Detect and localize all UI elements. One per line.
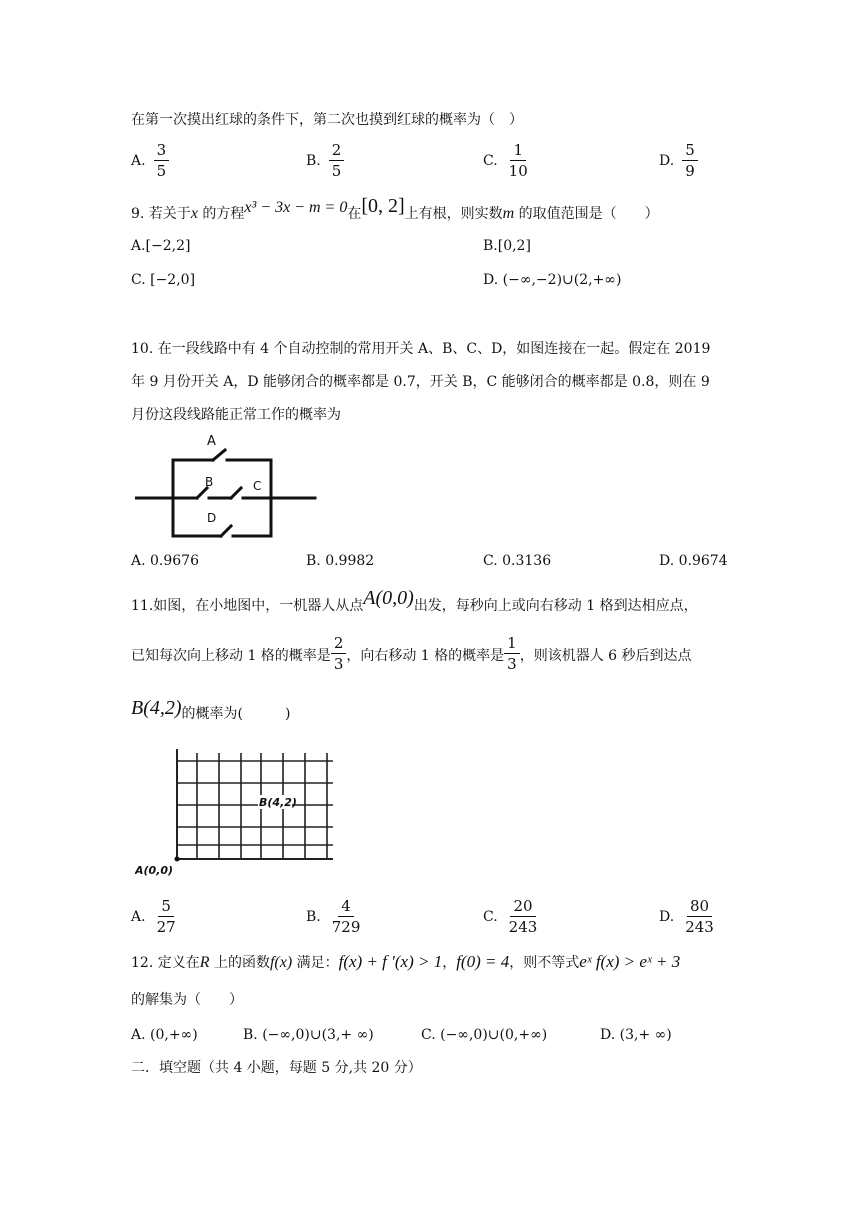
q12-option-c: C. (−∞,0)∪(0,+∞) [421, 1027, 548, 1043]
switch-label-b: B [205, 475, 214, 489]
point-b: B(4,2) [131, 697, 182, 719]
fraction: $\frac{3}{5}$ [154, 141, 170, 180]
q11-option-a [131, 897, 179, 936]
q11-option-c [483, 897, 540, 936]
fraction: $\frac{20}{243}$ [508, 897, 538, 936]
q9-interval: [0, 2] [361, 195, 405, 217]
q10-option-d: D. 0.9674 [659, 553, 728, 569]
q11-line2: 已知每次向上移动 1 格的概率是 $\frac{2}{3}$ ，向右移动 1 格的概率是 $\frac{1}{3}$ ，则该机器人 6 秒后到达点 [131, 634, 692, 673]
option-label: A. [131, 152, 146, 169]
fraction: $\frac{2}{5}$ [329, 141, 345, 180]
grid-label-a: A(0,0) [135, 864, 174, 877]
grid-label-b: B(4,2) [259, 796, 297, 809]
q9-option-a: A.[−2,2] [131, 238, 191, 254]
option-label: C. [483, 152, 498, 169]
inequality: eˣ f(x) > eˣ + 3 [579, 952, 681, 971]
condition-2: f(0) = 4 [456, 952, 510, 971]
condition-1: f(x) + f ′(x) > 1 [338, 952, 443, 971]
option-label: C. [483, 908, 498, 925]
point-a: A(0,0) [363, 587, 414, 609]
q12-line2: 的解集为（ ） [131, 992, 243, 1008]
q12-line1: 12. 定义在R 上的函数f(x) 满足：f(x) + f ′(x) > 1，f(0) = 4，则不等式eˣ f(x) > eˣ + 3 [131, 952, 681, 971]
switch-label-a: A [207, 434, 216, 449]
q9-stem: 9. 若关于x 的方程x³ − 3x − m = 0在[0, 2]上有根，则实数m 的取值范围是（ ） [131, 195, 659, 222]
q8-option-b [306, 141, 344, 180]
q8-stem: 在第一次摸出红球的条件下，第二次也摸到红球的概率为（ ） [131, 112, 523, 128]
q12-option-a: A. (0,+∞) [131, 1027, 198, 1043]
q10-option-b: B. 0.9982 [306, 553, 375, 569]
q10-line2: 年 9 月份开关 A，D 能够闭合的概率都是 0.7，开关 B，C 能够闭合的概率都是 0.8，则在 9 [131, 374, 710, 390]
q9-equation: x³ − 3x − m = 0 [244, 199, 348, 216]
q8-option-c [483, 141, 531, 180]
fraction: $\frac{1}{10}$ [508, 141, 528, 180]
q11-option-d [659, 897, 717, 936]
fraction-right: $\frac{1}{3}$ [504, 634, 520, 673]
grid-map [135, 745, 340, 883]
fraction: $\frac{80}{243}$ [685, 897, 714, 936]
q10-option-a: A. 0.9676 [131, 553, 199, 569]
fraction: $\frac{5}{27}$ [156, 897, 176, 936]
q11-line3: B(4,2)的概率为( ) [131, 697, 291, 722]
q10-option-c: C. 0.3136 [483, 553, 552, 569]
switch-label-d: D [207, 511, 217, 525]
option-label: B. [306, 152, 321, 169]
switch-label-c: C [253, 479, 262, 493]
section-heading: 二．填空题（共 4 小题，每题 5 分,共 20 分） [131, 1060, 422, 1076]
q9-option-d: D. (−∞,−2)∪(2,+∞) [483, 272, 622, 288]
q9-option-b: B.[0,2] [483, 238, 531, 254]
q11-line1: 11.如图，在小地图中，一机器人从点A(0,0)出发，每秒向上或向右移动 1 格到达相应点， [131, 587, 698, 614]
q9-option-c: C. [−2,0] [131, 272, 196, 288]
q12-option-d: D. (3,+ ∞) [600, 1027, 672, 1043]
fraction: $\frac{4}{729}$ [331, 897, 361, 936]
q8-option-d [659, 141, 698, 180]
q12-option-b: B. (−∞,0)∪(3,+ ∞) [243, 1027, 374, 1043]
q10-line1: 10. 在一段线路中有 4 个自动控制的常用开关 A、B、C、D，如图连接在一起。假定在 2019 [131, 341, 711, 357]
option-label: A. [131, 908, 146, 925]
option-label: D. [659, 152, 675, 169]
q8-option-a [131, 141, 169, 180]
fraction-up: $\frac{2}{3}$ [331, 634, 347, 673]
q10-line3: 月份这段线路能正常工作的概率为 [131, 407, 341, 423]
q11-option-b [306, 897, 363, 936]
option-label: B. [306, 908, 321, 925]
fraction: $\frac{5}{9}$ [682, 141, 698, 180]
circuit-diagram [135, 430, 320, 545]
option-label: D. [659, 908, 675, 925]
